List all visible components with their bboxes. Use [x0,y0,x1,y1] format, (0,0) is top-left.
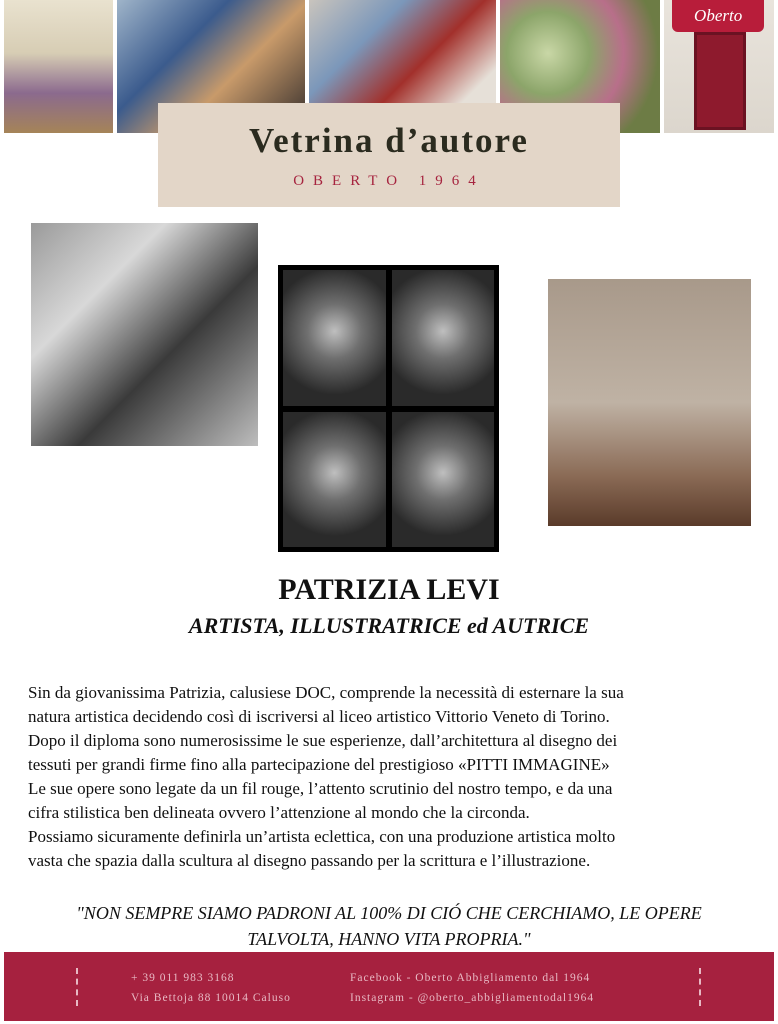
artist-portrait-photo [31,223,258,446]
footer-address: Via Bettoja 88 10014 Caluso [131,992,291,1004]
mask-photo [392,412,495,548]
mask-photo [392,270,495,406]
footer-instagram: Instagram - @oberto_abbigliamentodal1964 [350,992,595,1004]
artist-quote [20,900,758,952]
bio-line: Dopo il diploma sono numerosissime le sue esperienze, dall’architettura al disegno dei [28,731,618,750]
artist-role: ARTISTA, ILLUSTRATRICE ed AUTRICE [188,613,590,638]
footer [4,952,774,1021]
footer-social [350,968,594,1008]
bio-line: natura artistica decidendo così di iscriversi al liceo artistico Vittorio Veneto di Torino. [28,707,610,726]
footer-divider [76,968,78,1006]
artist-name: PATRIZIA LEVI [278,573,500,606]
bio-line: Possiamo sicuramente definirla un’artista eclettica, con una produzione artistica molto [28,827,616,846]
mask-photo [283,270,386,406]
bio-line: Le sue opere sono legate da un fil rouge, l’attento scrutinio del nostro tempo, e da una [28,779,613,798]
footer-divider [699,968,701,1006]
footer-contact [131,968,291,1008]
masks-collage-photo [278,265,499,552]
bio-line: vasta che spazia dalla scultura al disegno passando per la scrittura e l’illustrazione. [28,851,591,870]
photo-clothing-display [4,0,113,133]
bio-line: tessuti per grandi firme fino alla partecipazione del prestigioso «PITTI IMMAGINE» [28,755,610,774]
footer-phone: + 39 011 983 3168 [131,972,235,984]
quote-line: "NON SEMPRE SIAMO PADRONI AL 100% DI CIÓ CHE CERCHIAMO, LE OPERE [76,903,702,923]
sculpture-head-photo [548,279,751,526]
footer-facebook: Facebook - Oberto Abbigliamento dal 1964 [350,972,591,984]
artist-bio [28,681,758,873]
bio-line: cifra stilistica ben delineata ovvero l’attenzione al mondo che la circonda. [28,803,530,822]
title-box [158,103,620,207]
shop-door [694,32,746,130]
bio-line: Sin da giovanissima Patrizia, calusiese DOC, comprende la necessità di esternare la sua [28,683,624,702]
shop-sign: Oberto [672,0,764,32]
page-subtitle: OBERTO 1964 [293,173,485,189]
page-title: Vetrina d’autore [249,121,529,160]
quote-line: TALVOLTA, HANNO VITA PROPRIA." [247,929,531,949]
photo-shop-front [664,0,774,133]
mask-photo [283,412,386,548]
